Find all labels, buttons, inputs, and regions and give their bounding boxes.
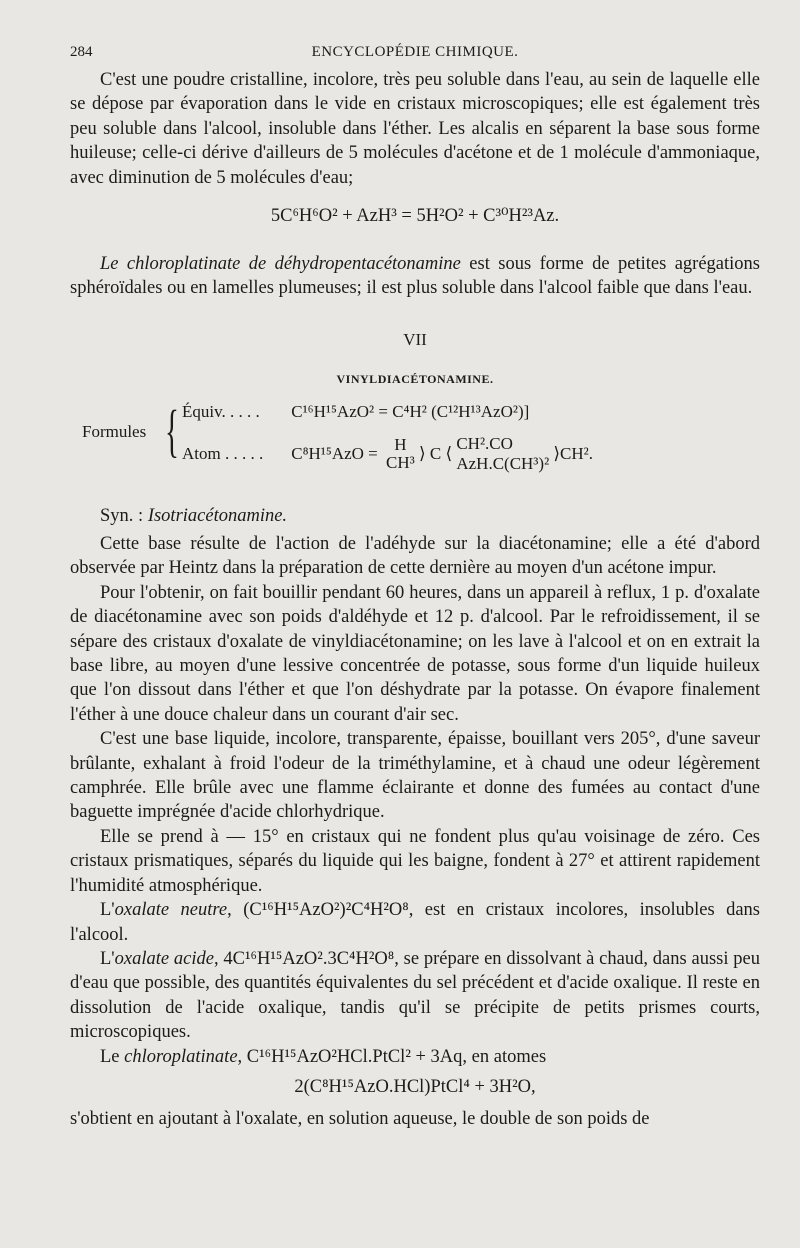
equation-2: 2(C⁸H¹⁵AzO.HCl)PtCl⁴ + 3H²O, [294,1076,536,1097]
synonym: Syn. : Isotriacétonamine. [100,506,288,526]
paragraphs-main [70,532,760,1131]
compound-name: Le chloroplatinate de déhydropentacétonamine [100,254,461,274]
paragraph-5: C'est une base liquide, incolore, transparente, épaisse, bouillant vers 205°, d'une saveur brûlante, exhalant à froid l'odeur de la triméthylamine, et à chaud une odeur légèrement camphrée. Elle brûle avec une flamme éclairante et donne des fumées au contact d'une baguette imprégnée d'acide chlorhydrique. [70,729,760,823]
page-number: 284 [70,44,93,60]
formulas-block [70,396,760,476]
paragraph-text: est sous forme de petites agrégations sphéroïdales ou en lamelles plumeuses; il est plus soluble dans l'alcool faible que dans l'eau. [70,254,760,299]
paragraph-text: C'est une poudre cristalline, incolore, très peu soluble dans l'eau, au sein de laquelle elle se dépose par évaporation dans le vide en cristaux microscopiques; elle est également très peu soluble dans l'alcool, insoluble dans l'éther. Les alcalis en séparent la base sous forme huileuse; celle-ci dérive d'ailleurs de 5 molécules d'acétone et de 1 molécule d'ammoniaque, avec diminution de 5 molécules d'eau; [70,70,760,188]
paragraph-10: s'obtient en ajoutant à l'oxalate, en solution aqueuse, le double de son poids de [70,1108,650,1129]
brace: { [164,398,179,463]
section-number: VII [403,330,427,349]
paragraph-7: L'oxalate neutre, (C¹⁶H¹⁵AzO²)²C⁴H²O⁸, est en cristaux incolores, insolubles dans l'alcool. [70,900,760,945]
paragraph-8: L'oxalate acide, 4C¹⁶H¹⁵AzO².3C⁴H²O⁸, se prépare en dissolvant à chaud, dans aussi peu d'eau que possible, des quantités équivalentes du sel précédent et d'acide oxalique. Il reste en dissolution de l'acide oxalique, tandis qu'il se précipite de petits prismes courts, microscopiques. [70,948,761,1043]
section-title: VINYLDIACÉTONAMINE. [336,372,494,386]
paragraph-3: Cette base résulte de l'action de l'adéhyde sur la diacétonamine; elle a été d'abord observée par Heintz dans la préparation de cette dernière au moyen d'un acétone impur. [70,534,760,579]
paragraph-9: Le chloroplatinate, C¹⁶H¹⁵AzO²HCl.PtCl² + 3Aq, en atomes [100,1046,547,1067]
formula-atom: Atom . . . . . C⁸H¹⁵AzO = H CH³ ⟩ C ⟨ CH².CO AzH.C(CH³)² ⟩CH². [182,434,594,473]
page-header [70,44,760,68]
paragraph-4: Pour l'obtenir, on fait bouillir pendant 60 heures, dans un appareil à reflux, 1 p. d'oxalate de diacétonamine avec son poids d'aldéhyde et 12 p. d'alcool. Par le refroidissement, il se sépare des cristaux d'oxalate de vinyldiacétonamine; on les lave à l'alcool et on en extrait la base libre, au moyen d'une lessive concentrée de potasse, sous forme d'un liquide huileux que l'on dissout dans l'éther et que l'on déshydrate par la potasse. On évapore finalement l'éther à une douce chaleur dans un courant d'air sec. [70,582,760,725]
paragraph-2 [70,252,760,301]
formula-equiv: Équiv. . . . . C¹⁶H¹⁵AzO² = C⁴H² (C¹²H¹³AzO²)] [182,402,530,421]
paragraph-6: Elle se prend à — 15° en cristaux qui ne fondent plus qu'au voisinage de zéro. Ces cristaux prismatiques, séparés du liquide qui les baigne, fondent à 27° et attirent rapidement l'humidité atmosphérique. [70,826,760,896]
paragraph-1 [70,68,760,190]
equation-1: 5C⁶H⁶O² + AzH³ = 5H²O² + C³⁰H²³Az. [270,206,560,226]
formulas-label: Formules [82,422,147,441]
running-title: ENCYCLOPÉDIE CHIMIQUE. [311,44,519,60]
